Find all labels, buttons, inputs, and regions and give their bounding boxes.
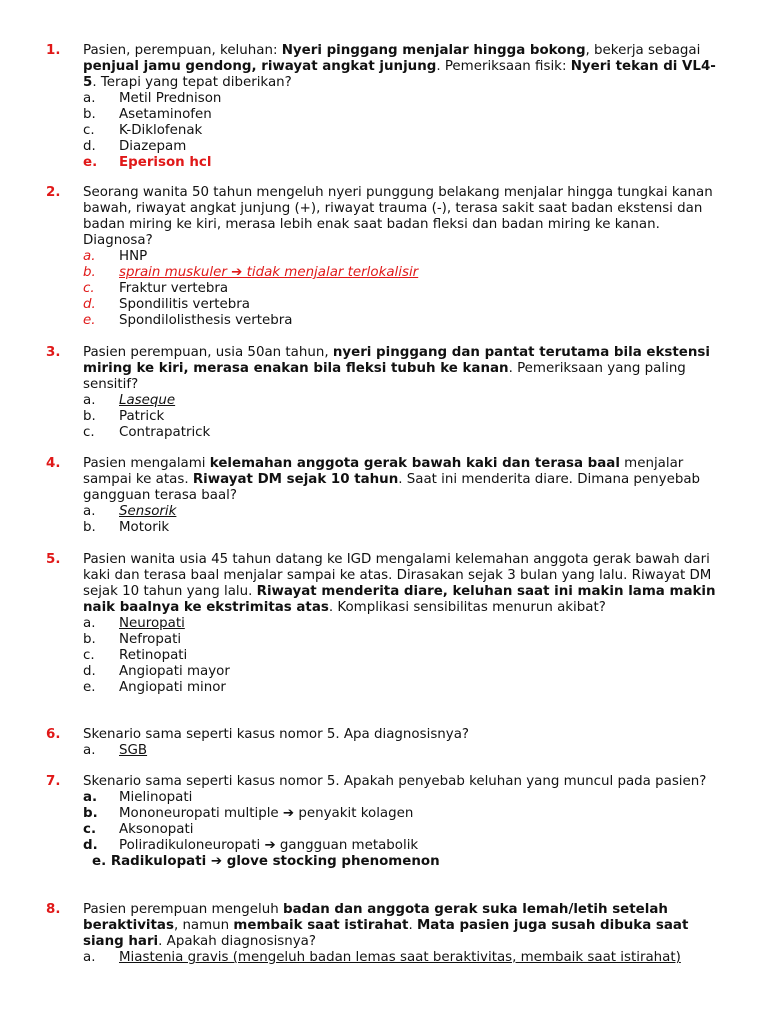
option-letter: a. [83, 91, 96, 106]
text-segment-bold: badan dan anggota gerak suka lemah/letih setelah beraktivitas [83, 902, 668, 933]
option-text: Miastenia gravis (mengeluh badan lemas saat beraktivitas, membaik saat istirahat) [119, 950, 681, 965]
text-segment: . Komplikasi sensibilitas menurun akibat? [328, 600, 606, 615]
option-item [0, 648, 768, 664]
option-letter: d. [83, 664, 96, 679]
question-text [83, 185, 723, 249]
option-letter: c. [83, 648, 95, 663]
text-segment: . Terapi yang tepat diberikan? [92, 75, 292, 90]
option-item [0, 664, 768, 680]
option-item [0, 139, 768, 155]
option-letter: b. [83, 806, 98, 821]
option-text: K-Diklofenak [119, 123, 203, 138]
option-item [0, 107, 768, 123]
option-list [0, 91, 768, 171]
text-segment: Seorang wanita 50 tahun mengeluh nyeri punggung belakang menjalar hingga tungkai kanan bawah, riwayat angkat junjung (+), riwayat trauma (-), terasa sakit saat badan ekstensi dan badan miring ke kiri, merasa lebih enak saat badan fleksi dan badan miring ke kanan. Diagnosa? [83, 185, 713, 248]
option-item [0, 281, 768, 297]
option-text: Retinopati [119, 648, 188, 663]
question-number: 6. [46, 727, 61, 742]
question-text [83, 727, 723, 743]
option-item-answer [0, 393, 768, 409]
option-item-answer [0, 950, 768, 966]
option-letter: b. [83, 632, 96, 647]
option-list [0, 504, 768, 536]
question-number: 2. [46, 185, 61, 200]
option-text: Asetaminofen [119, 107, 212, 122]
text-segment-bold: penjual jamu gendong, riwayat angkat junjung [83, 59, 437, 74]
option-letter: b. [83, 265, 96, 280]
option-item [0, 680, 768, 696]
option-text: Motorik [119, 520, 170, 535]
option-letter: e. [83, 680, 96, 695]
option-text: Angiopati minor [119, 680, 226, 695]
option-text: SGB [119, 743, 148, 758]
question-3 [0, 345, 768, 441]
option-letter: b. [83, 107, 96, 122]
text-segment: . [408, 918, 417, 933]
question-text [83, 552, 723, 616]
option-list [0, 393, 768, 441]
option-text: Neuropati [119, 616, 185, 631]
option-list [0, 616, 768, 696]
option-item [0, 313, 768, 329]
option-text: Poliradikuloneuropati ➔ gangguan metabolik [119, 838, 419, 853]
option-letter: a. [83, 393, 96, 408]
option-text: Contrapatrick [119, 425, 211, 440]
option-list [0, 790, 768, 870]
option-text: Angiopati mayor [119, 664, 230, 679]
text-segment-bold: membaik saat istirahat [233, 918, 409, 933]
question-2 [0, 185, 768, 329]
option-letter: a. [83, 616, 96, 631]
option-item-answer [0, 854, 768, 870]
option-letter: b. [83, 409, 96, 424]
option-letter: a. [83, 504, 96, 519]
option-letter: e. [83, 155, 98, 170]
option-item [0, 249, 768, 265]
text-segment-bold: Riwayat menderita diare, keluhan saat ini makin lama makin naik baalnya ke ekstrimitas atas [83, 584, 716, 615]
question-7 [0, 774, 768, 870]
option-list [0, 249, 768, 329]
question-6 [0, 727, 768, 759]
option-text: Patrick [119, 409, 165, 424]
text-segment: menjalar sampai ke atas. [83, 456, 684, 487]
text-segment: . Pemeriksaan fisik: [436, 59, 571, 74]
question-text [83, 43, 723, 91]
option-letter: d. [83, 297, 96, 312]
option-item-answer [0, 504, 768, 520]
question-number: 3. [46, 345, 61, 360]
option-text: Mononeuropati multiple ➔ penyakit kolagen [119, 806, 414, 821]
question-text [83, 774, 723, 790]
option-letter: a. [83, 950, 96, 965]
option-item [0, 520, 768, 536]
option-item-answer [0, 743, 768, 759]
question-text [83, 345, 723, 393]
question-8 [0, 902, 768, 966]
option-letter: d. [83, 139, 96, 154]
option-text: Nefropati [119, 632, 182, 647]
text-segment: , namun [173, 918, 234, 933]
text-segment-bold: nyeri pinggang dan pantat terutama bila ekstensi miring ke kiri, merasa enakan bila fleksi tubuh ke kanan [83, 345, 710, 376]
text-segment-bold: Riwayat DM sejak 10 tahun [192, 472, 399, 487]
question-5 [0, 552, 768, 696]
option-text: Laseque [119, 393, 176, 408]
option-item [0, 123, 768, 139]
question-1 [0, 43, 768, 171]
option-letter: a. [83, 249, 96, 264]
option-letter: a. [83, 743, 96, 758]
option-item-answer [0, 616, 768, 632]
question-number: 5. [46, 552, 61, 567]
text-segment: Pasien perempuan mengeluh [83, 902, 283, 917]
option-item [0, 790, 768, 806]
option-item [0, 838, 768, 854]
option-text: Fraktur vertebra [119, 281, 229, 296]
question-text [83, 456, 723, 504]
question-number: 1. [46, 43, 61, 58]
option-list [0, 950, 768, 966]
option-text: Sensorik [119, 504, 177, 519]
option-letter: c. [83, 123, 95, 138]
option-text: Aksonopati [119, 822, 194, 837]
option-letter: e. [83, 313, 96, 328]
option-text: HNP [119, 249, 148, 264]
text-segment: . Apakah diagnosisnya? [158, 934, 316, 949]
option-letter: c. [83, 822, 97, 837]
option-item [0, 409, 768, 425]
option-text: Mielinopati [119, 790, 193, 805]
option-text: Eperison hcl [119, 155, 212, 170]
option-text: Diazepam [119, 139, 187, 154]
option-letter: c. [83, 281, 95, 296]
option-text: e. Radikulopati ➔ glove stocking phenomenon [92, 854, 440, 869]
text-segment-bold: Nyeri pinggang menjalar hingga bokong [281, 43, 586, 58]
text-segment: Pasien, perempuan, keluhan: [83, 43, 282, 58]
text-segment: Pasien perempuan, usia 50an tahun, [83, 345, 333, 360]
text-segment-bold: Nyeri tekan di VL4-5 [83, 59, 716, 90]
question-number: 8. [46, 902, 61, 917]
option-text: Spondilolisthesis vertebra [119, 313, 293, 328]
option-item-answer [0, 265, 768, 281]
question-number: 4. [46, 456, 61, 471]
option-item [0, 425, 768, 441]
option-list [0, 743, 768, 759]
text-segment-bold: kelemahan anggota gerak bawah kaki dan terasa baal [209, 456, 620, 471]
text-segment: Skenario sama seperti kasus nomor 5. Apakah penyebab keluhan yang muncul pada pasien? [83, 774, 707, 789]
option-item [0, 632, 768, 648]
option-text: Spondilitis vertebra [119, 297, 250, 312]
option-letter: a. [83, 790, 98, 805]
question-number: 7. [46, 774, 61, 789]
option-letter: b. [83, 520, 96, 535]
option-item [0, 297, 768, 313]
option-text: sprain muskuler ➔ tidak menjalar terlokalisir [119, 265, 419, 280]
text-segment: Pasien wanita usia 45 tahun datang ke IGD mengalami kelemahan anggota gerak bawah dari kaki dan terasa baal menjalar sampai ke atas. Dirasakan sejak 3 bulan yang lalu. Riwayat DM sejak 10 tahun yang lalu. [83, 552, 712, 599]
option-text: Metil Prednison [119, 91, 222, 106]
option-item [0, 91, 768, 107]
question-4 [0, 456, 768, 536]
text-segment: Skenario sama seperti kasus nomor 5. Apa diagnosisnya? [83, 727, 470, 742]
option-item-answer [0, 155, 768, 171]
text-segment-bold: Mata pasien juga susah dibuka saat siang hari [83, 918, 689, 949]
text-segment: . Pemeriksaan yang paling sensitif? [83, 361, 686, 392]
text-segment: Pasien mengalami [83, 456, 210, 471]
option-item [0, 806, 768, 822]
option-letter: c. [83, 425, 95, 440]
option-letter: d. [83, 838, 98, 853]
question-text [83, 902, 723, 950]
text-segment: . Saat ini menderita diare. Dimana penyebab gangguan terasa baal? [83, 472, 701, 503]
text-segment: , bekerja sebagai [585, 43, 701, 58]
option-item [0, 822, 768, 838]
